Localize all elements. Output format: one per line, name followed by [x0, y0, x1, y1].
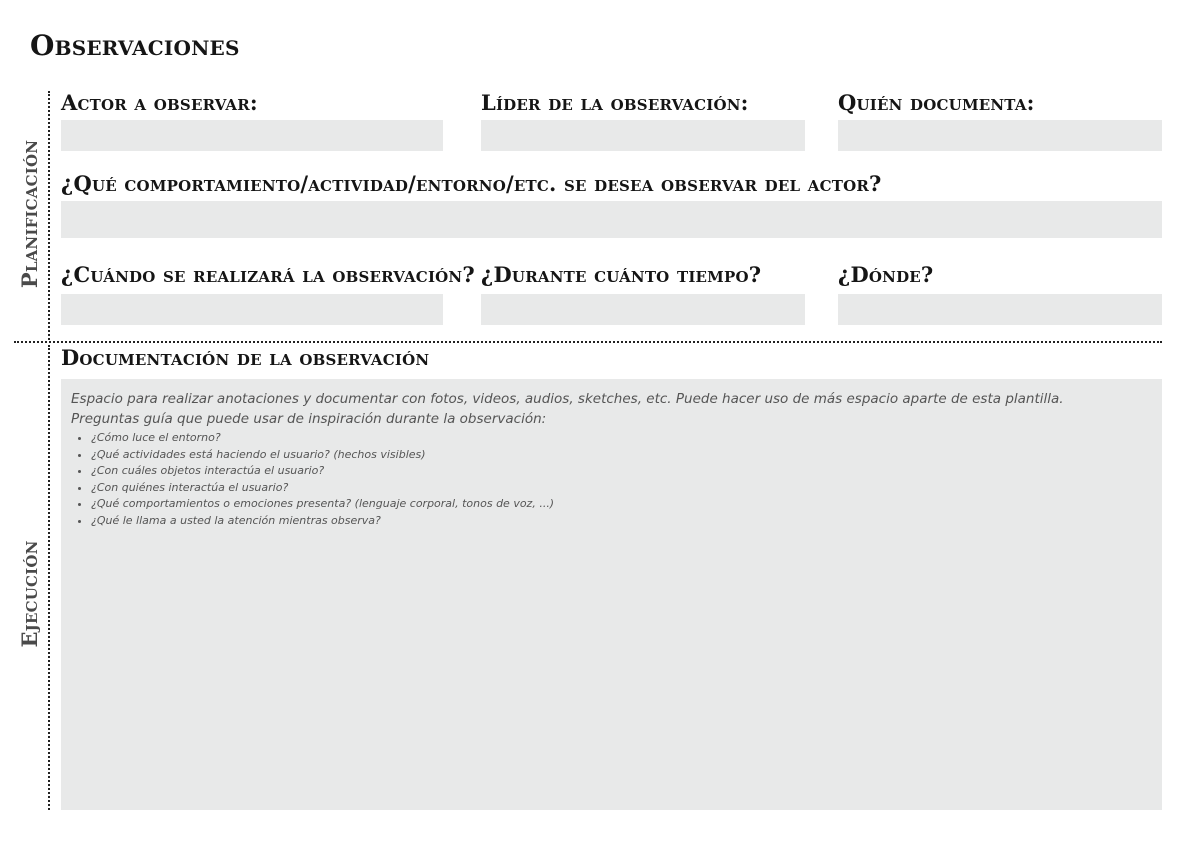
where-field[interactable]	[838, 294, 1162, 325]
guide-question: • ¿Qué le llama a usted la atención mientras observa?	[91, 513, 1152, 530]
planning-section-label: Planificación	[17, 139, 42, 289]
documentation-label: Documentación de la observación	[61, 345, 430, 370]
execution-section-divider	[48, 345, 50, 810]
leader-field[interactable]	[481, 120, 805, 151]
documenter-label: Quién documenta:	[838, 90, 1035, 115]
where-label: ¿Dónde?	[838, 262, 934, 287]
guide-question: • ¿Qué comportamientos o emociones presenta? (lenguaje corporal, tonos de voz, ...)	[91, 496, 1152, 513]
guide-question: • ¿Cómo luce el entorno?	[91, 430, 1152, 447]
notes-intro-line2: Preguntas guía que puede usar de inspiración durante la observación:	[71, 411, 547, 427]
when-label: ¿Cuándo se realizará la observación?	[61, 262, 475, 287]
documenter-field[interactable]	[838, 120, 1162, 151]
behavior-field[interactable]	[61, 201, 1162, 238]
actor-field[interactable]	[61, 120, 443, 151]
guide-question: • ¿Qué actividades está haciendo el usuario? (hechos visibles)	[91, 447, 1152, 464]
guide-questions-list	[71, 430, 1152, 530]
when-field[interactable]	[61, 294, 443, 325]
planning-section-divider	[48, 91, 50, 340]
page-title: Observaciones	[30, 29, 240, 62]
documentation-notes-area[interactable]	[61, 379, 1162, 810]
guide-question: • ¿Con quiénes interactúa el usuario?	[91, 480, 1152, 497]
duration-field[interactable]	[481, 294, 805, 325]
leader-label: Líder de la observación:	[481, 90, 749, 115]
section-separator	[14, 341, 1162, 343]
guide-question: • ¿Con cuáles objetos interactúa el usuario?	[91, 463, 1152, 480]
execution-section-label: Ejecución	[17, 540, 42, 648]
behavior-label: ¿Qué comportamiento/actividad/entorno/etc. se desea observar del actor?	[61, 171, 882, 196]
actor-label: Actor a observar:	[61, 90, 258, 115]
duration-label: ¿Durante cuánto tiempo?	[481, 262, 762, 287]
notes-intro-line1: Espacio para realizar anotaciones y documentar con fotos, videos, audios, sketches, etc. Puede hacer uso de más espacio aparte de esta plantilla.	[71, 391, 1064, 407]
